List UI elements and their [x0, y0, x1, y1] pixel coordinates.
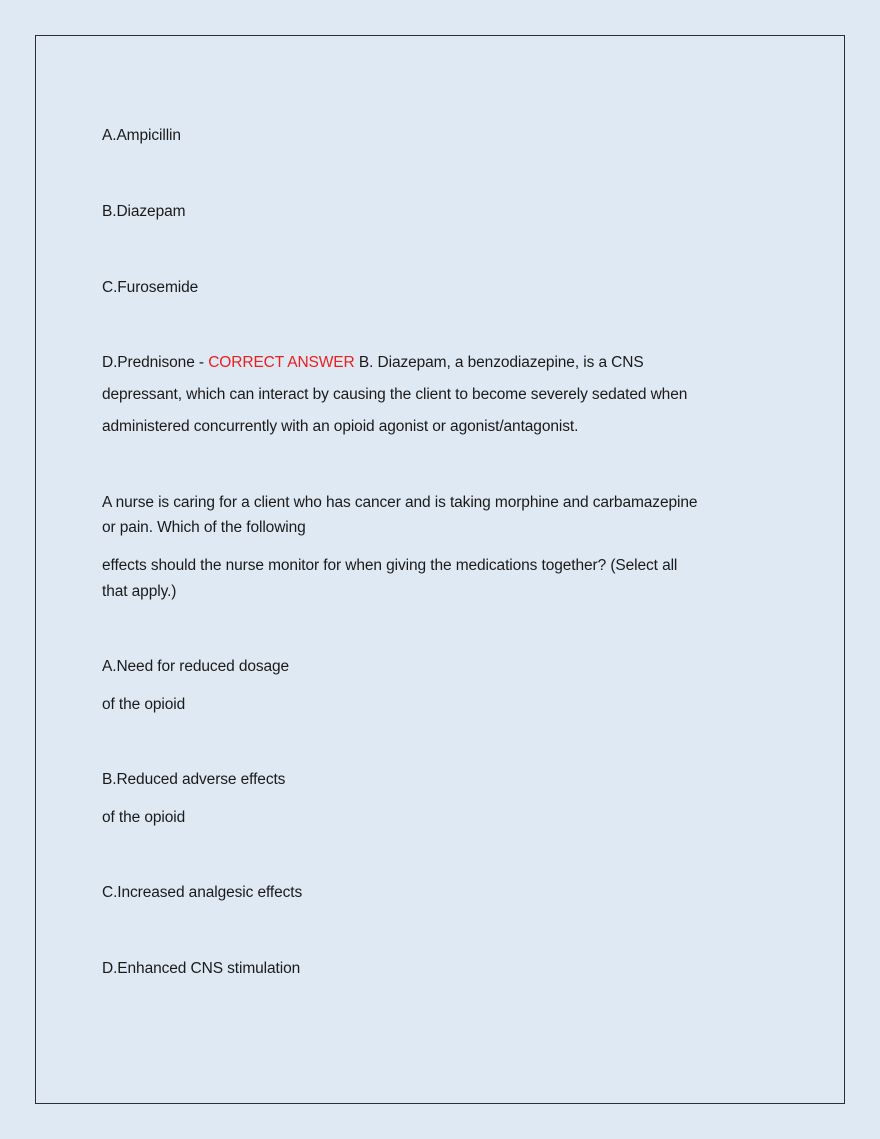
q1-option-a: A.Ampicillin — [102, 127, 181, 144]
rationale-line: administered concurrently with an opioid agonist or agonist/antagonist. — [102, 418, 579, 435]
q2-stem: that apply.) — [102, 583, 177, 600]
q2-option-d: D.Enhanced CNS stimulation — [102, 960, 301, 977]
rationale-line: B. Diazepam, a benzodiazepine, is a CNS — [354, 354, 644, 371]
q2-option-b: B.Reduced adverse effects — [102, 771, 286, 788]
q2-option-c: C.Increased analgesic effects — [102, 884, 303, 901]
q1-option-c: C.Furosemide — [102, 279, 199, 296]
option-d-text: D.Prednisone - — [102, 354, 209, 371]
q2-option-b-cont: of the opioid — [102, 809, 186, 826]
correct-answer-label: CORRECT ANSWER — [208, 354, 355, 371]
q2-stem: effects should the nurse monitor for when giving the medications together? (Select all — [102, 557, 678, 574]
q1-option-b: B.Diazepam — [102, 203, 186, 220]
q1-option-d — [102, 353, 644, 373]
q2-stem: or pain. Which of the following — [102, 519, 306, 536]
q2-stem: A nurse is caring for a client who has cancer and is taking morphine and carbamazepine — [102, 494, 698, 511]
q2-option-a: A.Need for reduced dosage — [102, 658, 290, 675]
rationale-line: depressant, which can interact by causing the client to become severely sedated when — [102, 386, 688, 403]
q2-option-a-cont: of the opioid — [102, 696, 186, 713]
